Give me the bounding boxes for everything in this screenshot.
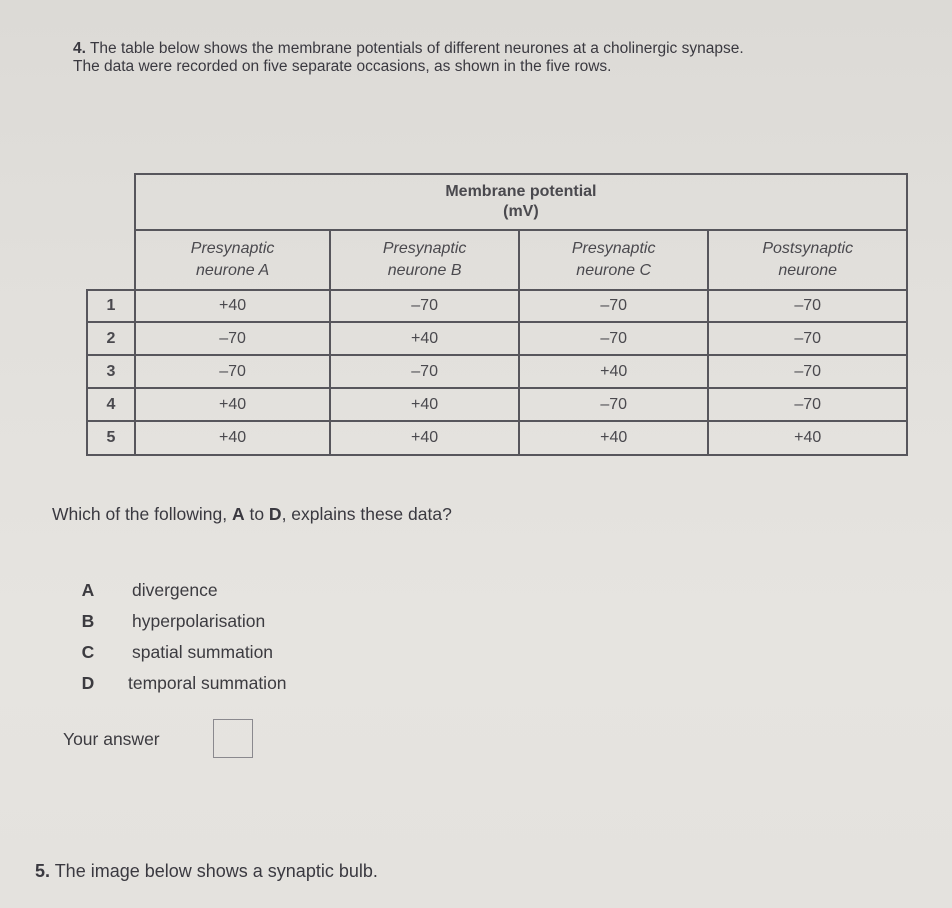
prompt-text-after: , explains these data? [281, 504, 452, 524]
column-header-postsynaptic [708, 230, 907, 290]
question-4-stem [73, 40, 744, 76]
option-letter: C [81, 642, 95, 662]
question-5-number: 5. [35, 861, 51, 881]
table-cell: –70 [330, 355, 519, 388]
table-cell: –70 [708, 322, 907, 355]
row-number: 5 [87, 421, 135, 455]
col-header-line1: Presynaptic [190, 240, 275, 257]
question-4-line-1 [73, 40, 744, 58]
table-cell: –70 [708, 388, 907, 421]
col-header-line2: neurone [778, 262, 838, 279]
col-header-line1: Presynaptic [571, 240, 656, 257]
table-cell: +40 [135, 421, 331, 455]
column-header-neurone-c [519, 230, 709, 290]
table-cell: –70 [519, 388, 709, 421]
your-answer-label: Your answer [63, 729, 160, 749]
prompt-text-to: to [244, 504, 269, 524]
option-text: temporal summation [128, 673, 287, 693]
prompt-text: Which of the following, [52, 504, 232, 524]
header-unit: (mV) [503, 203, 539, 220]
option-text: divergence [132, 580, 218, 600]
question-5-text: The image below shows a synaptic bulb. [50, 861, 378, 881]
table-corner-2 [87, 230, 135, 290]
table-cell: –70 [519, 290, 709, 322]
table-cell: +40 [519, 355, 709, 388]
table-cell: +40 [330, 322, 519, 355]
col-header-line2: neurone B [387, 262, 462, 279]
table-cell: –70 [708, 290, 907, 322]
table-cell: +40 [330, 421, 519, 455]
table-cell: +40 [519, 421, 709, 455]
option-letter: A [81, 580, 95, 600]
table-row [87, 421, 907, 455]
membrane-potential-table [86, 173, 908, 456]
table-row [87, 322, 907, 355]
col-header-line2: neurone A [195, 262, 270, 279]
table-cell: +40 [135, 388, 331, 421]
table-cell: –70 [330, 290, 519, 322]
table-cell: –70 [519, 322, 709, 355]
option-text: spatial summation [132, 642, 274, 662]
option-text: hyperpolarisation [132, 611, 266, 631]
table-cell: –70 [135, 322, 331, 355]
table-cell: +40 [135, 290, 331, 322]
option-letter: D [81, 673, 95, 693]
table-row [87, 290, 907, 322]
table-header-membrane-potential [135, 174, 907, 230]
row-number: 2 [87, 322, 135, 355]
question-4-line-2: The data were recorded on five separate occasions, as shown in the five rows. [73, 58, 612, 75]
answer-input-box[interactable] [213, 719, 253, 758]
question-5-stem [35, 861, 378, 882]
question-4-number: 4. [73, 40, 86, 57]
option-letter: B [81, 611, 95, 631]
column-header-neurone-b [330, 230, 519, 290]
table-row [87, 355, 907, 388]
question-4-line-1-text: The table below shows the membrane potentials of different neurones at a cholinergic synapse. [89, 40, 744, 57]
question-prompt [52, 504, 452, 525]
table-cell: +40 [330, 388, 519, 421]
prompt-letter-a: A [231, 504, 245, 524]
header-title: Membrane potential [445, 183, 597, 200]
table-corner [87, 174, 135, 230]
table-cell: –70 [135, 355, 331, 388]
column-header-neurone-a [135, 230, 331, 290]
row-number: 1 [87, 290, 135, 322]
col-header-line1: Presynaptic [382, 240, 467, 257]
prompt-letter-d: D [268, 504, 282, 524]
table-cell: –70 [708, 355, 907, 388]
col-header-line2: neurone C [576, 262, 652, 279]
col-header-line1: Postsynaptic [762, 240, 854, 257]
table-cell: +40 [708, 421, 907, 455]
row-number: 3 [87, 355, 135, 388]
table-row [87, 388, 907, 421]
row-number: 4 [87, 388, 135, 421]
